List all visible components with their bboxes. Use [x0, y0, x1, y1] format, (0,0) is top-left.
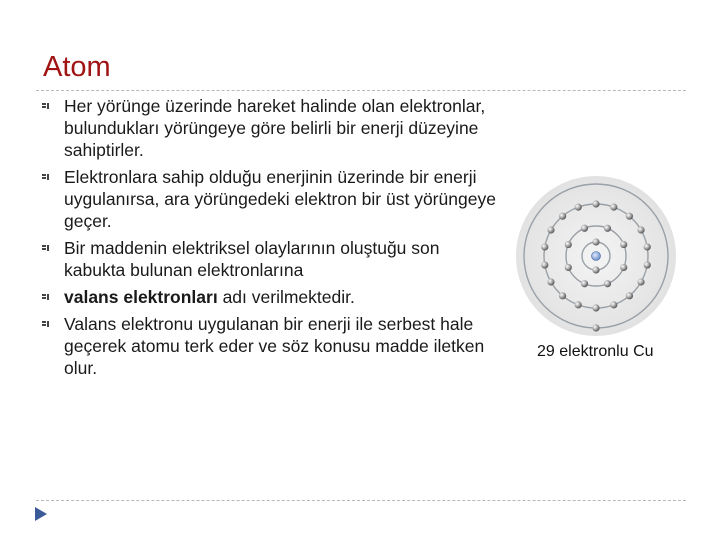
bullet-text: Bir maddenin elektriksel olaylarının oluştuğu son kabukta bulunan elektronlarına [64, 238, 440, 280]
bullet-item [42, 166, 502, 232]
atom-diagram [512, 172, 680, 340]
bullet-list [42, 95, 502, 384]
bullet-text: adı verilmektedir. [217, 287, 355, 307]
electron [626, 213, 633, 220]
bullet-item [42, 286, 502, 308]
electron [541, 261, 548, 268]
electron [620, 264, 627, 271]
electron [610, 204, 617, 211]
electron [559, 213, 566, 220]
slide-title: Atom [43, 51, 111, 83]
electron [581, 225, 588, 232]
electron [644, 261, 651, 268]
bullet-icon [42, 103, 48, 109]
bullet-text: Her yörünge üzerinde hareket halinde olan elektronlar, bulundukları yörüngeye göre belirli bir enerji düzeyine sahiptirler. [64, 96, 486, 160]
divider-bottom [36, 500, 686, 501]
electron [575, 301, 582, 308]
electron [637, 278, 644, 285]
bullet-item [42, 95, 502, 161]
bullet-icon [42, 174, 48, 180]
electron [637, 226, 644, 233]
electron [565, 264, 572, 271]
electron [581, 280, 588, 287]
electron [547, 278, 554, 285]
nucleus [592, 252, 601, 261]
electron [565, 241, 572, 248]
bullet-item [42, 237, 502, 281]
electron [575, 204, 582, 211]
bullet-icon [42, 294, 48, 300]
electron [592, 200, 599, 207]
bullet-item [42, 313, 502, 379]
electron [610, 301, 617, 308]
divider-top [36, 90, 686, 91]
electron [620, 241, 627, 248]
bullet-text: Valans elektronu uygulanan bir enerji ile serbest hale geçerek atomu terk eder ve söz konusu madde iletken olur. [64, 314, 485, 378]
figure-caption: 29 elektronlu Cu [537, 343, 654, 360]
electron [541, 243, 548, 250]
electron [626, 292, 633, 299]
triangle-right-icon[interactable] [34, 506, 48, 522]
electron [592, 238, 599, 245]
electron [592, 304, 599, 311]
electron [547, 226, 554, 233]
electron [604, 280, 611, 287]
electron [592, 324, 599, 331]
bullet-icon [42, 245, 48, 251]
bullet-bold-text: valans elektronları [64, 287, 218, 307]
bullet-text: Elektronlara sahip olduğu enerjinin üzerinde bir enerji uygulanırsa, ara yörüngedeki elektron bir üst yörüngeye geçer. [64, 167, 496, 231]
bullet-icon [42, 321, 48, 327]
electron [604, 225, 611, 232]
electron [559, 292, 566, 299]
electron [644, 243, 651, 250]
electron [592, 266, 599, 273]
